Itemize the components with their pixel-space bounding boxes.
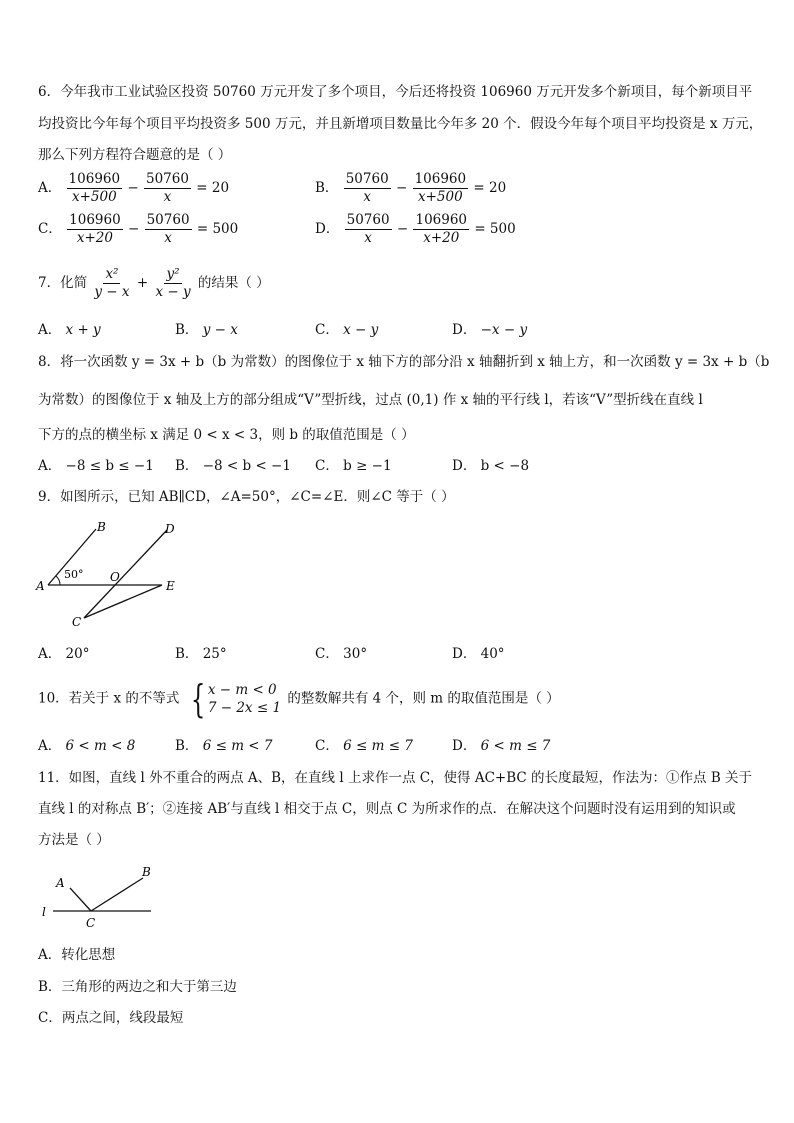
q11-stem-line2: 直线 l 的对称点 B′；②连接 AB′与直线 l 相交于点 C，则点 C 为所求作的点．在解决这个问题时没有运用到的知识或 bbox=[38, 801, 736, 817]
q9-stem: 9．如图所示，已知 AB∥CD，∠A=50°，∠C=∠E．则∠C 等于（ ） bbox=[38, 489, 455, 505]
label-b: B bbox=[142, 865, 151, 879]
q11-option-c[interactable]: C．两点之间，线段最短 bbox=[38, 1010, 184, 1026]
q9-option-a[interactable]: A． 20° bbox=[38, 646, 90, 662]
q9-figure bbox=[30, 515, 190, 635]
q11-figure bbox=[36, 860, 166, 935]
q9-option-b[interactable]: B． 25° bbox=[175, 646, 227, 662]
fraction: $\frac{\text{y²}}{x - y}$ bbox=[155, 266, 191, 300]
q6-option-a[interactable]: A． $\frac{106960}{x+500}$ − $\frac{50760}{x}$ = 20 bbox=[38, 171, 230, 205]
label-a: A bbox=[56, 876, 65, 890]
fraction: $\frac{50760}{x}$ bbox=[146, 212, 190, 246]
fraction: $\frac{106960}{x+20}$ bbox=[69, 212, 121, 246]
q8-option-a[interactable]: A． −8 ≤ b ≤ −1 bbox=[38, 458, 154, 474]
angle-arc bbox=[56, 576, 60, 585]
segment-bc bbox=[91, 878, 143, 911]
q6-option-c[interactable]: C． $\frac{106960}{x+20}$ − $\frac{50760}{x}$ = 500 bbox=[38, 212, 239, 246]
fraction: $\frac{\text{x²}}{y - x}$ bbox=[94, 266, 130, 300]
fraction: $\frac{106960}{x+500}$ bbox=[414, 171, 467, 205]
q8-option-c[interactable]: C． b ≥ −1 bbox=[315, 458, 392, 474]
fraction: $\frac{106960}{x+20}$ bbox=[415, 212, 468, 246]
q8-stem-line3: 下方的点的横坐标 x 满足 0 < x < 3，则 b 的取值范围是（ ） bbox=[38, 427, 415, 443]
label-o: O bbox=[110, 570, 120, 584]
q6-stem-line1: 6．今年我市工业试验区投资 50760 万元开发了多个项目，今后还将投资 106960 万元开发多个新项目，每个新项目平 bbox=[38, 84, 753, 100]
q8-stem-line1: 8．将一次函数 y = 3x + b（b 为常数）的图像位于 x 轴下方的部分沿 x 轴翻折到 x 轴上方，和一次函数 y = 3x + b（b bbox=[38, 354, 770, 370]
q11-option-a[interactable]: A．转化思想 bbox=[38, 947, 116, 963]
segment-ce bbox=[84, 585, 162, 618]
q7-option-c[interactable]: C． x − y bbox=[315, 322, 379, 338]
q7-option-d[interactable]: D． −x − y bbox=[452, 322, 528, 338]
q6-stem-line3: 那么下列方程符合题意的是（ ） bbox=[38, 147, 232, 163]
label-l: l bbox=[42, 905, 46, 919]
q6-option-b[interactable]: B． $\frac{50760}{x}$ − $\frac{106960}{x+500}$ = 20 bbox=[315, 171, 507, 205]
q8-option-d[interactable]: D． b < −8 bbox=[452, 458, 530, 474]
label-d: D bbox=[165, 522, 175, 536]
label-e: E bbox=[166, 579, 175, 593]
q10-option-d[interactable]: D． 6 < m ≤ 7 bbox=[452, 738, 551, 754]
q11-stem-line3: 方法是（ ） bbox=[38, 832, 110, 848]
label-c: C bbox=[86, 916, 96, 930]
label-angle: 50° bbox=[64, 568, 84, 581]
segment-ac bbox=[70, 888, 91, 911]
q9-option-c[interactable]: C． 30° bbox=[315, 646, 368, 662]
q6-option-d[interactable]: D． $\frac{50760}{x}$ − $\frac{106960}{x+20}$ = 500 bbox=[315, 212, 516, 246]
label-a: A bbox=[36, 579, 45, 593]
fraction: $\frac{50760}{x}$ bbox=[346, 212, 390, 246]
q10-option-b[interactable]: B． 6 ≤ m < 7 bbox=[175, 738, 273, 754]
q10-option-a[interactable]: A． 6 < m < 8 bbox=[38, 738, 136, 754]
q11-option-b[interactable]: B．三角形的两边之和大于第三边 bbox=[38, 979, 237, 995]
fraction: $\frac{50760}{x}$ bbox=[345, 171, 389, 205]
q8-option-b[interactable]: B． −8 < b < −1 bbox=[175, 458, 291, 474]
label-b: B bbox=[97, 520, 106, 534]
segment-cd bbox=[84, 530, 167, 618]
q8-stem-line2: 为常数）的图像位于 x 轴及上方的部分组成“V”型折线，过点 (0,1) 作 x 轴的平行线 l，若该“V”型折线在直线 l bbox=[38, 392, 703, 408]
q10-stem: 10．若关于 x 的不等式 { x − m < 0 7 − 2x ≤ 1 的整数解共有 4 个，则 m 的取值范围是（ ） bbox=[38, 677, 560, 721]
q6-stem-line2: 均投资比今年每个项目平均投资多 500 万元，并且新增项目数量比今年多 20 个．假设今年每个项目平均投资是 x 万元， bbox=[38, 116, 763, 132]
fraction: $\frac{106960}{x+500}$ bbox=[68, 171, 121, 205]
q11-stem-line1: 11．如图，直线 l 外不重合的两点 A、B，在直线 l 上求作一点 C，使得 AC+BC 的长度最短，作法为：①作点 B 关于 bbox=[38, 770, 753, 786]
q7-stem: 7．化简 $\frac{\text{x²}}{y - x}$ + $\frac{\text{y²}}{x - y}$ 的结果（ ） bbox=[38, 266, 270, 300]
q7-option-b[interactable]: B． y − x bbox=[175, 322, 238, 338]
inequality-system: { x − m < 0 7 − 2x ≤ 1 bbox=[190, 677, 282, 721]
label-c: C bbox=[72, 615, 82, 629]
q10-option-c[interactable]: C． 6 ≤ m ≤ 7 bbox=[315, 738, 413, 754]
fraction: $\frac{50760}{x}$ bbox=[146, 171, 189, 205]
q9-option-d[interactable]: D． 40° bbox=[452, 646, 505, 662]
q7-option-a[interactable]: A． x + y bbox=[38, 322, 101, 338]
